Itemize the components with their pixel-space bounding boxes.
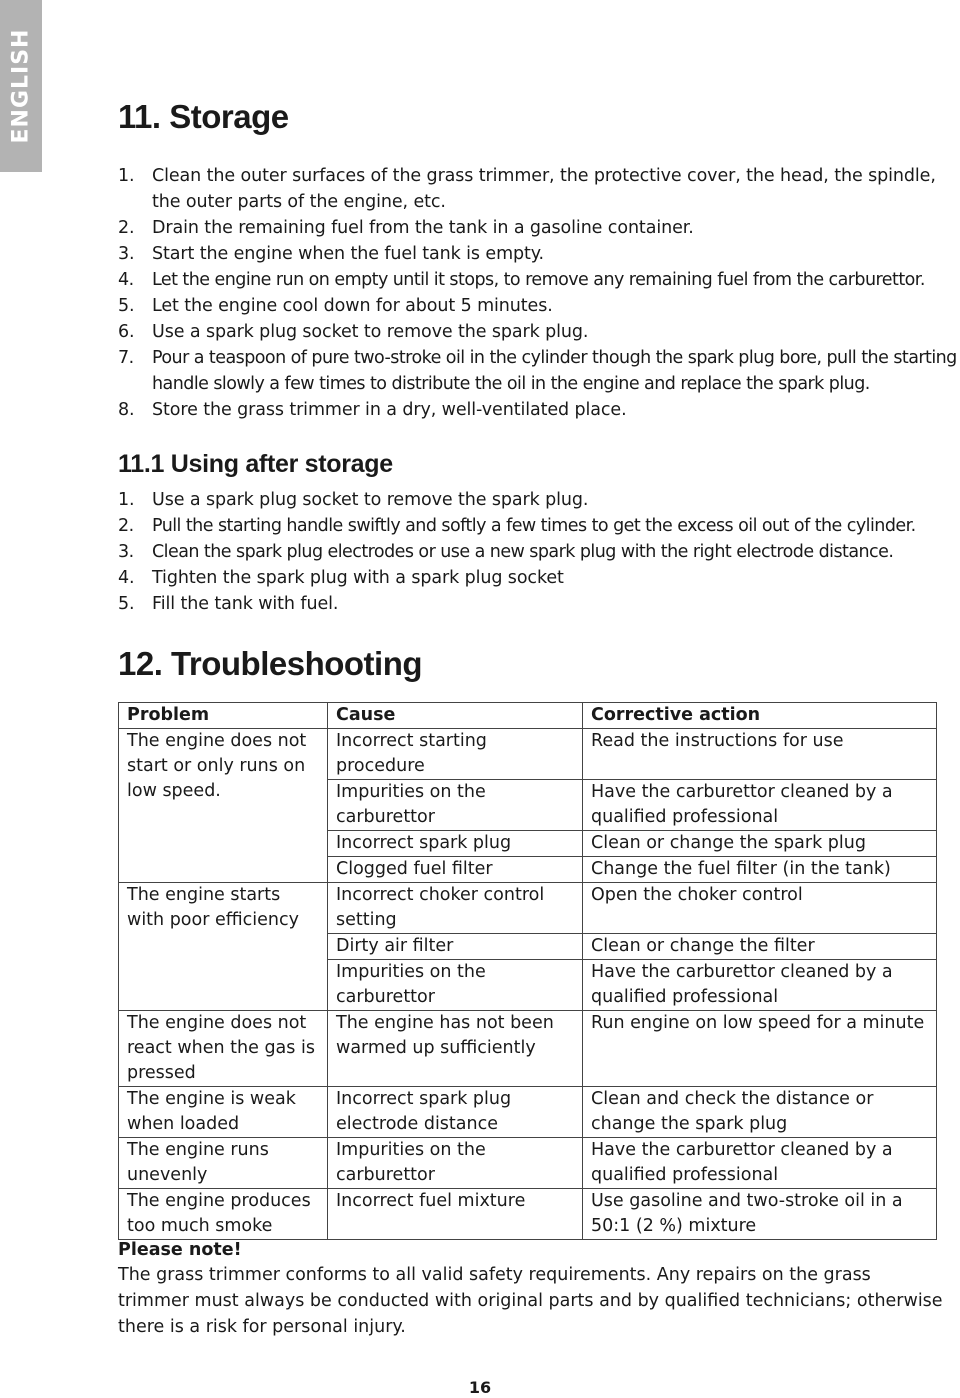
list-item: 5. Let the engine cool down for about 5 minutes. (118, 296, 553, 316)
column-header-cause: Cause (328, 703, 583, 729)
list-item: 2. Pull the starting handle swiftly and softly a few times to get the excess oil out of the cylinder. (118, 516, 916, 536)
list-item: 2. Drain the remaining fuel from the tank in a gasoline container. (118, 218, 694, 238)
action-cell: Have the carburettor cleaned by a qualified professional (583, 960, 937, 1011)
table-row (119, 1011, 937, 1087)
column-header-action: Corrective action (583, 703, 937, 729)
list-item: 4. Let the engine run on empty until it stops, to remove any remaining fuel from the carburettor. (118, 270, 925, 290)
problem-cell: The engine does not react when the gas is pressed (119, 1011, 328, 1087)
table-row (119, 1138, 937, 1189)
cause-cell: Impurities on the carburettor (328, 1138, 583, 1189)
list-item: 3. Clean the spark plug electrodes or use a new spark plug with the right electrode distance. (118, 542, 894, 562)
cause-cell: Incorrect spark plug electrode distance (328, 1087, 583, 1138)
cause-cell: Clogged fuel filter (328, 857, 583, 883)
note-title: Please note! (118, 1240, 242, 1260)
list-item: 1. Clean the outer surfaces of the grass trimmer, the protective cover, the head, the spindle, the outer parts of the engine, etc. (118, 166, 936, 212)
action-cell: Run engine on low speed for a minute (583, 1011, 937, 1087)
list-item: 5. Fill the tank with fuel. (118, 594, 339, 614)
list-item: 3. Start the engine when the fuel tank is empty. (118, 244, 545, 264)
troubleshooting-table (118, 702, 937, 1240)
action-cell: Change the fuel filter (in the tank) (583, 857, 937, 883)
troubleshooting-heading: 12. Troubleshooting (118, 645, 423, 682)
storage-heading: 11. Storage (118, 98, 289, 135)
action-cell: Have the carburettor cleaned by a qualified professional (583, 780, 937, 831)
problem-cell: The engine does not start or only runs on low speed. (119, 729, 328, 883)
list-item: 7. Pour a teaspoon of pure two-stroke oil in the cylinder though the spark plug bore, pull the starting handle slowly a few times to distribute the oil in the engine and replace the spark plug. (118, 348, 957, 394)
after-storage-steps (118, 487, 960, 617)
cause-cell: The engine has not been warmed up sufficiently (328, 1011, 583, 1087)
note-text: The grass trimmer conforms to all valid safety requirements. Any repairs on the grass trimmer must always be conducted with original parts and by qualified technicians; otherwise there is a risk for personal injury. (118, 1265, 943, 1337)
list-item: 8. Store the grass trimmer in a dry, well-ventilated place. (118, 400, 627, 420)
cause-cell: Incorrect choker control setting (328, 883, 583, 934)
problem-cell: The engine starts with poor efficiency (119, 883, 328, 1011)
action-cell: Open the choker control (583, 883, 937, 934)
problem-cell: The engine is weak when loaded (119, 1087, 328, 1138)
table-row (119, 883, 937, 934)
list-item: 1. Use a spark plug socket to remove the spark plug. (118, 490, 589, 510)
action-cell: Clean and check the distance or change the spark plug (583, 1087, 937, 1138)
action-cell: Clean or change the filter (583, 934, 937, 960)
table-row (119, 1087, 937, 1138)
action-cell: Use gasoline and two-stroke oil in a 50:1 (2 %) mixture (583, 1189, 937, 1240)
language-tab (0, 0, 42, 172)
table-row (119, 729, 937, 780)
action-cell: Clean or change the spark plug (583, 831, 937, 857)
page-number: 16 (468, 1378, 492, 1397)
cause-cell: Incorrect starting procedure (328, 729, 583, 780)
cause-cell: Dirty air filter (328, 934, 583, 960)
column-header-problem: Problem (119, 703, 328, 729)
after-storage-heading: 11.1 Using after storage (118, 450, 393, 478)
language-label: ENGLISH (8, 28, 34, 144)
problem-cell: The engine produces too much smoke (119, 1189, 328, 1240)
list-item: 6. Use a spark plug socket to remove the spark plug. (118, 322, 589, 342)
table-header-row (119, 703, 937, 729)
cause-cell: Impurities on the carburettor (328, 780, 583, 831)
action-cell: Read the instructions for use (583, 729, 937, 780)
list-item: 4. Tighten the spark plug with a spark plug socket (118, 568, 564, 588)
cause-cell: Incorrect spark plug (328, 831, 583, 857)
table-row (119, 1189, 937, 1240)
cause-cell: Incorrect fuel mixture (328, 1189, 583, 1240)
storage-steps (118, 163, 960, 423)
cause-cell: Impurities on the carburettor (328, 960, 583, 1011)
action-cell: Have the carburettor cleaned by a qualified professional (583, 1138, 937, 1189)
problem-cell: The engine runs unevenly (119, 1138, 328, 1189)
